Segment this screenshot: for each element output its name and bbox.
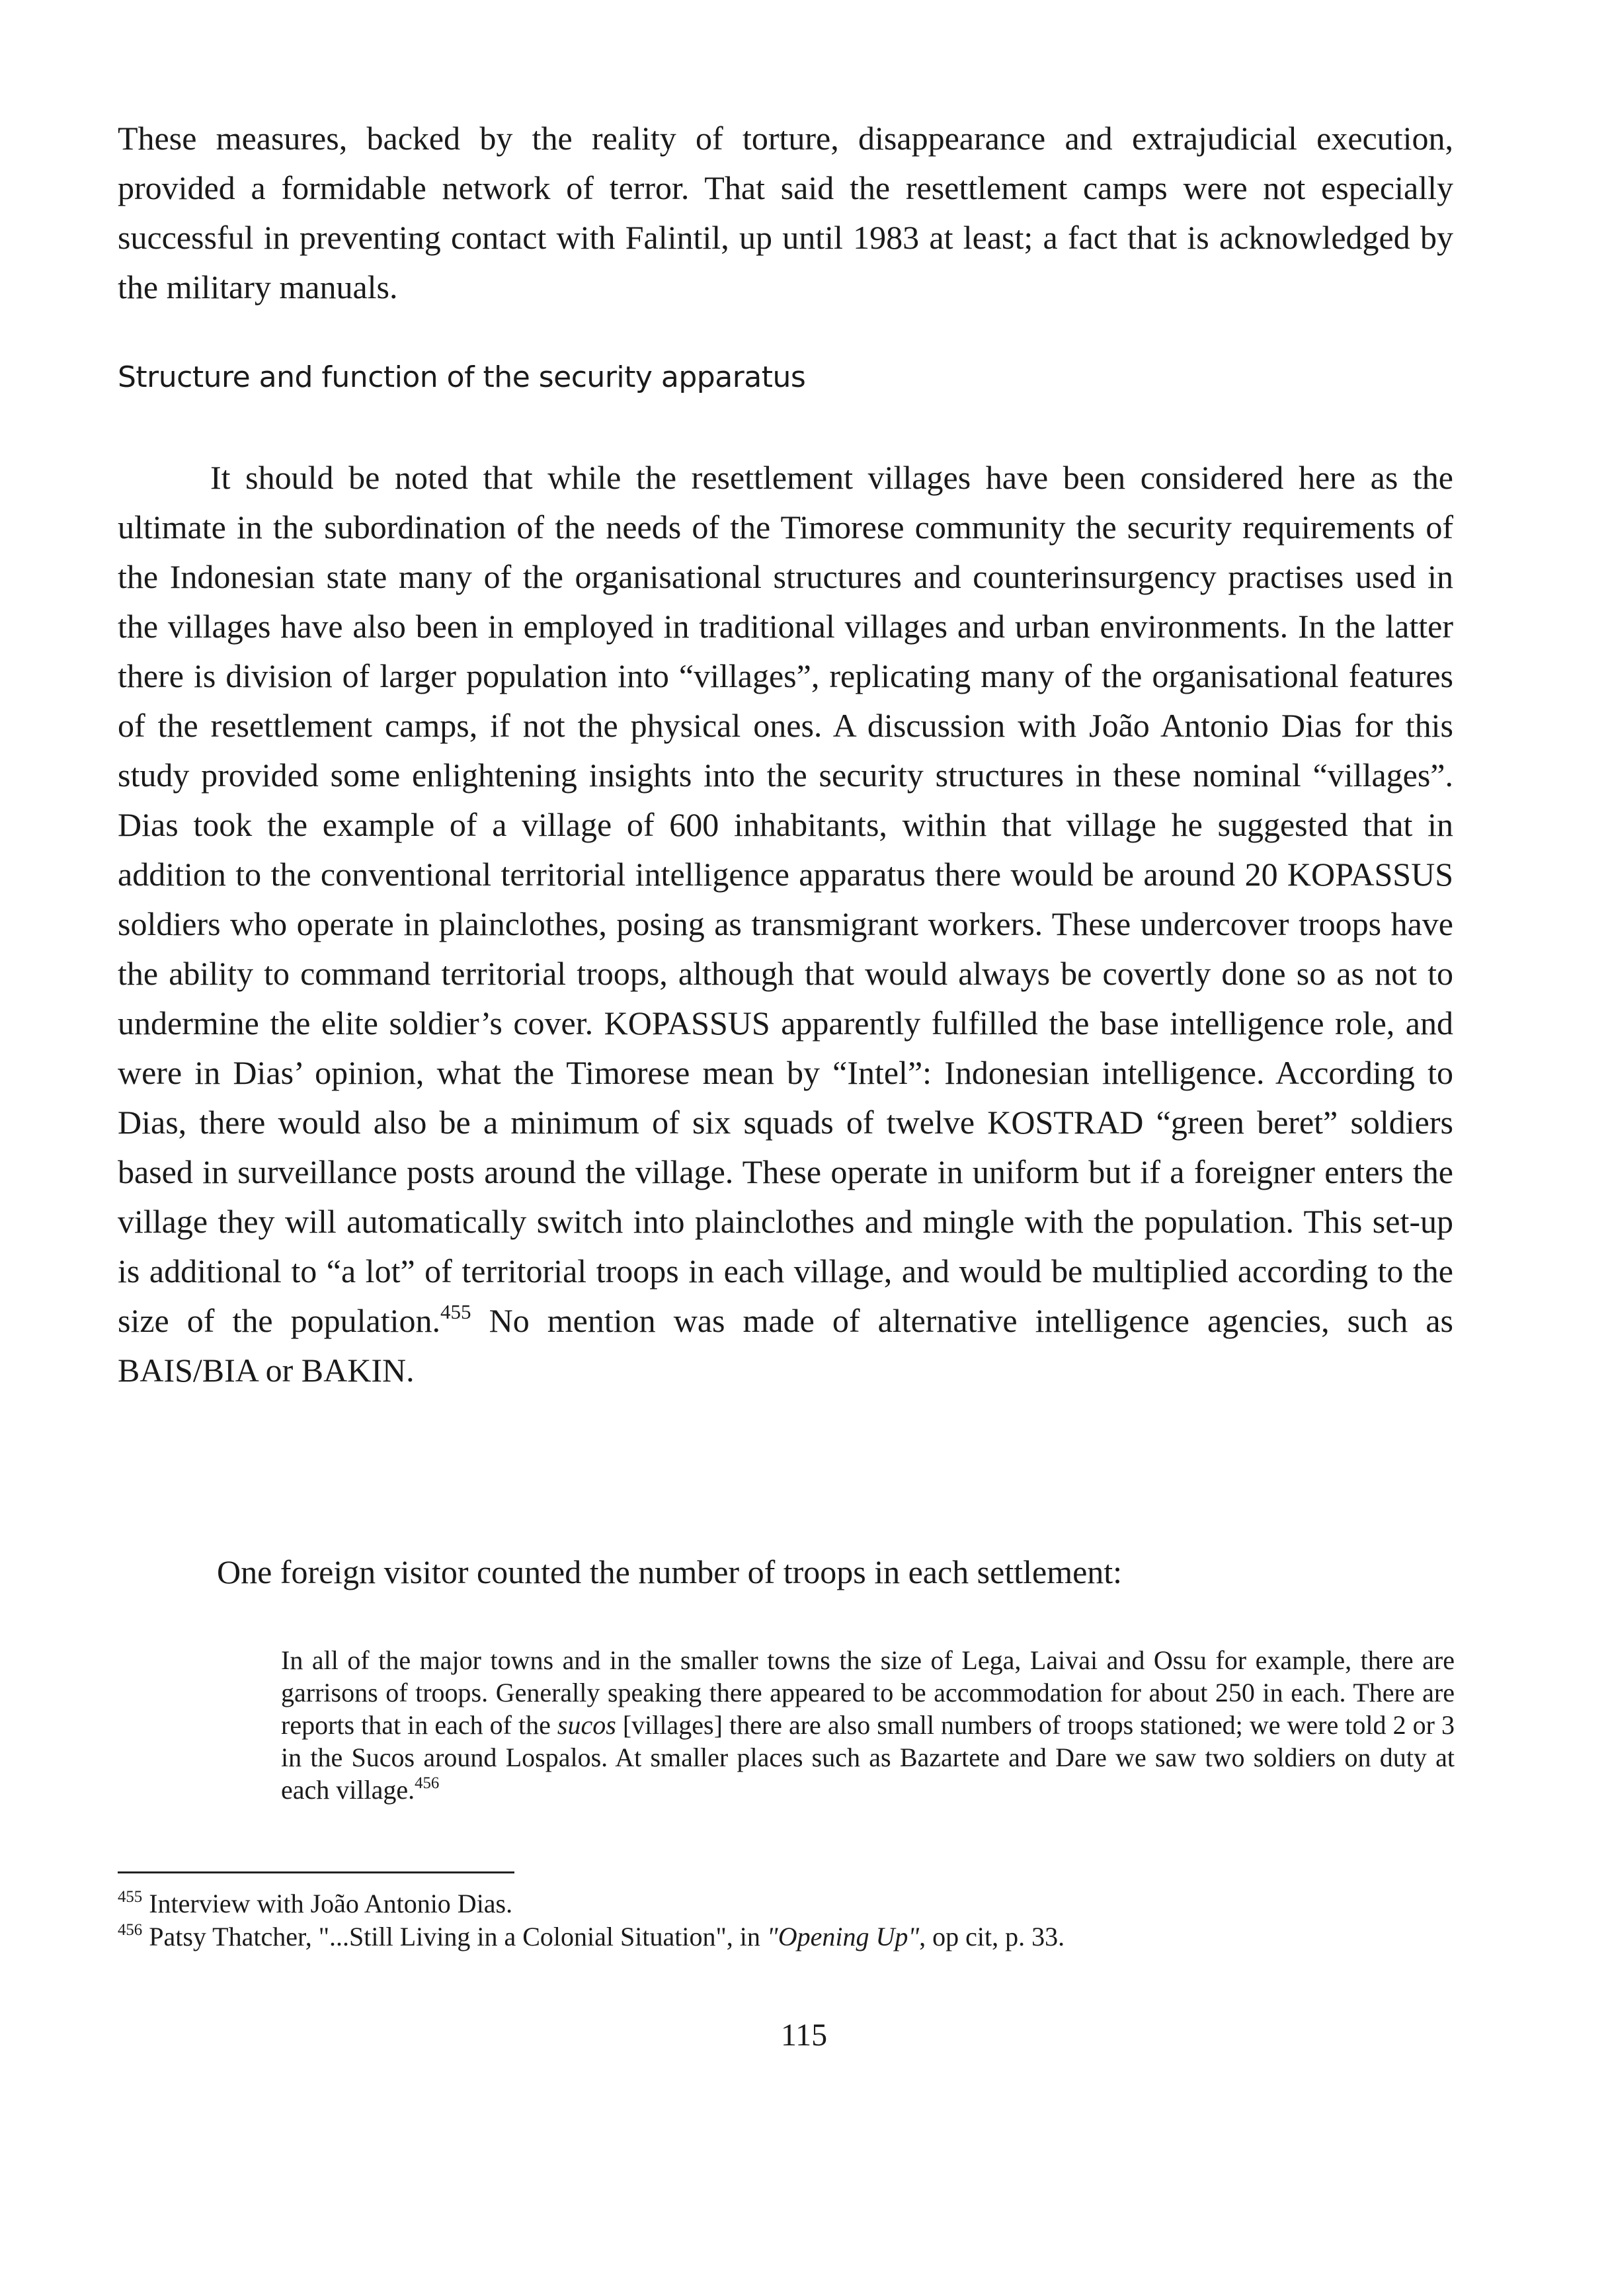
footnote-number: 455 (118, 1887, 143, 1906)
footnote-ref-456: 456 (415, 1774, 440, 1792)
footnote-italic-title: "Opening Up" (766, 1922, 920, 1951)
body-paragraph-3: One foreign visitor counted the number of troops in each settlement: (217, 1553, 1123, 1590)
footnote-455 (118, 1888, 512, 1920)
section-heading: Structure and function of the security apparatus (118, 360, 806, 394)
footnote-text: Patsy Thatcher, "...Still Living in a Colonial Situation", in (142, 1922, 767, 1951)
footnote-ref-455: 455 (440, 1299, 471, 1323)
footnote-text: Interview with João Antonio Dias. (142, 1889, 513, 1918)
footnote-number: 456 (118, 1920, 143, 1939)
quote-text-end: [villages] there are also small numbers of troops stationed; we were told 2 or 3 in the Sucos around Lospalos. At smaller places such as Bazartete and Dare we saw two soldiers on duty at each village. (281, 1710, 1455, 1805)
quote-italic-term: sucos (557, 1710, 616, 1740)
block-quote (281, 1644, 1455, 1806)
paragraph-2-text-end: No mention was made of alternative intelligence agencies, such as BAIS/BIA or BAKIN. (118, 1302, 1454, 1389)
body-paragraph-2 (118, 453, 1453, 1395)
paragraph-2-text: It should be noted that while the resettlement villages have been considered here as the ultimate in the subordination of the needs of the Timorese community the security requirements of the Indonesian state many of the organisational structures and counterinsurgency practises used in the villages have also been in employed in traditional villages and urban environments. In the latter there is division of larger population into “villages”, replicating many of the organisational features of the resettlement camps, if not the physical ones. A discussion with João Antonio Dias for this study provided some enlightening insights into the security structures in these nominal “villages”. Dias took the example of a village of 600 inhabitants, within that village he suggested that in addition to the conventional territorial intelligence apparatus there would be around 20 KOPASSUS soldiers who operate in plainclothes, posing as transmigrant workers. These undercover troops have the ability to command territorial troops, although that would always be covertly done so as not to undermine the elite soldier’s cover. KOPASSUS apparently fulfilled the base intelligence role, and were in Dias’ opinion, what the Timorese mean by “Intel”: Indonesian intelligence. According to Dias, there would also be a minimum of six squads of twelve KOSTRAD “green beret” soldiers based in surveillance posts around the village. These operate in uniform but if a foreigner enters the village they will automatically switch into plainclothes and mingle with the population. This set-up is additional to “a lot” of territorial troops in each village, and would be multiplied according to the size of the population. (118, 459, 1453, 1339)
page-number: 115 (780, 2018, 828, 2053)
footnote-separator (118, 1871, 514, 1873)
body-paragraph-1: These measures, backed by the reality of torture, disappearance and extrajudicial execution, provided a formidable network of terror. That said the resettlement camps were not especially successful in preventing contact with Falintil, up until 1983 at least; a fact that is acknowledged by the military manuals. (118, 120, 1453, 306)
footnote-text-end: , op cit, p. 33. (919, 1922, 1065, 1951)
footnote-456 (118, 1921, 1065, 1953)
quote-text: In all of the major towns and in the smaller towns the size of Lega, Laivai and Ossu for example, there are garrisons of troops. Generally speaking there appeared to be accommodation for about 250 in each. There are reports that in each of the (281, 1645, 1455, 1740)
